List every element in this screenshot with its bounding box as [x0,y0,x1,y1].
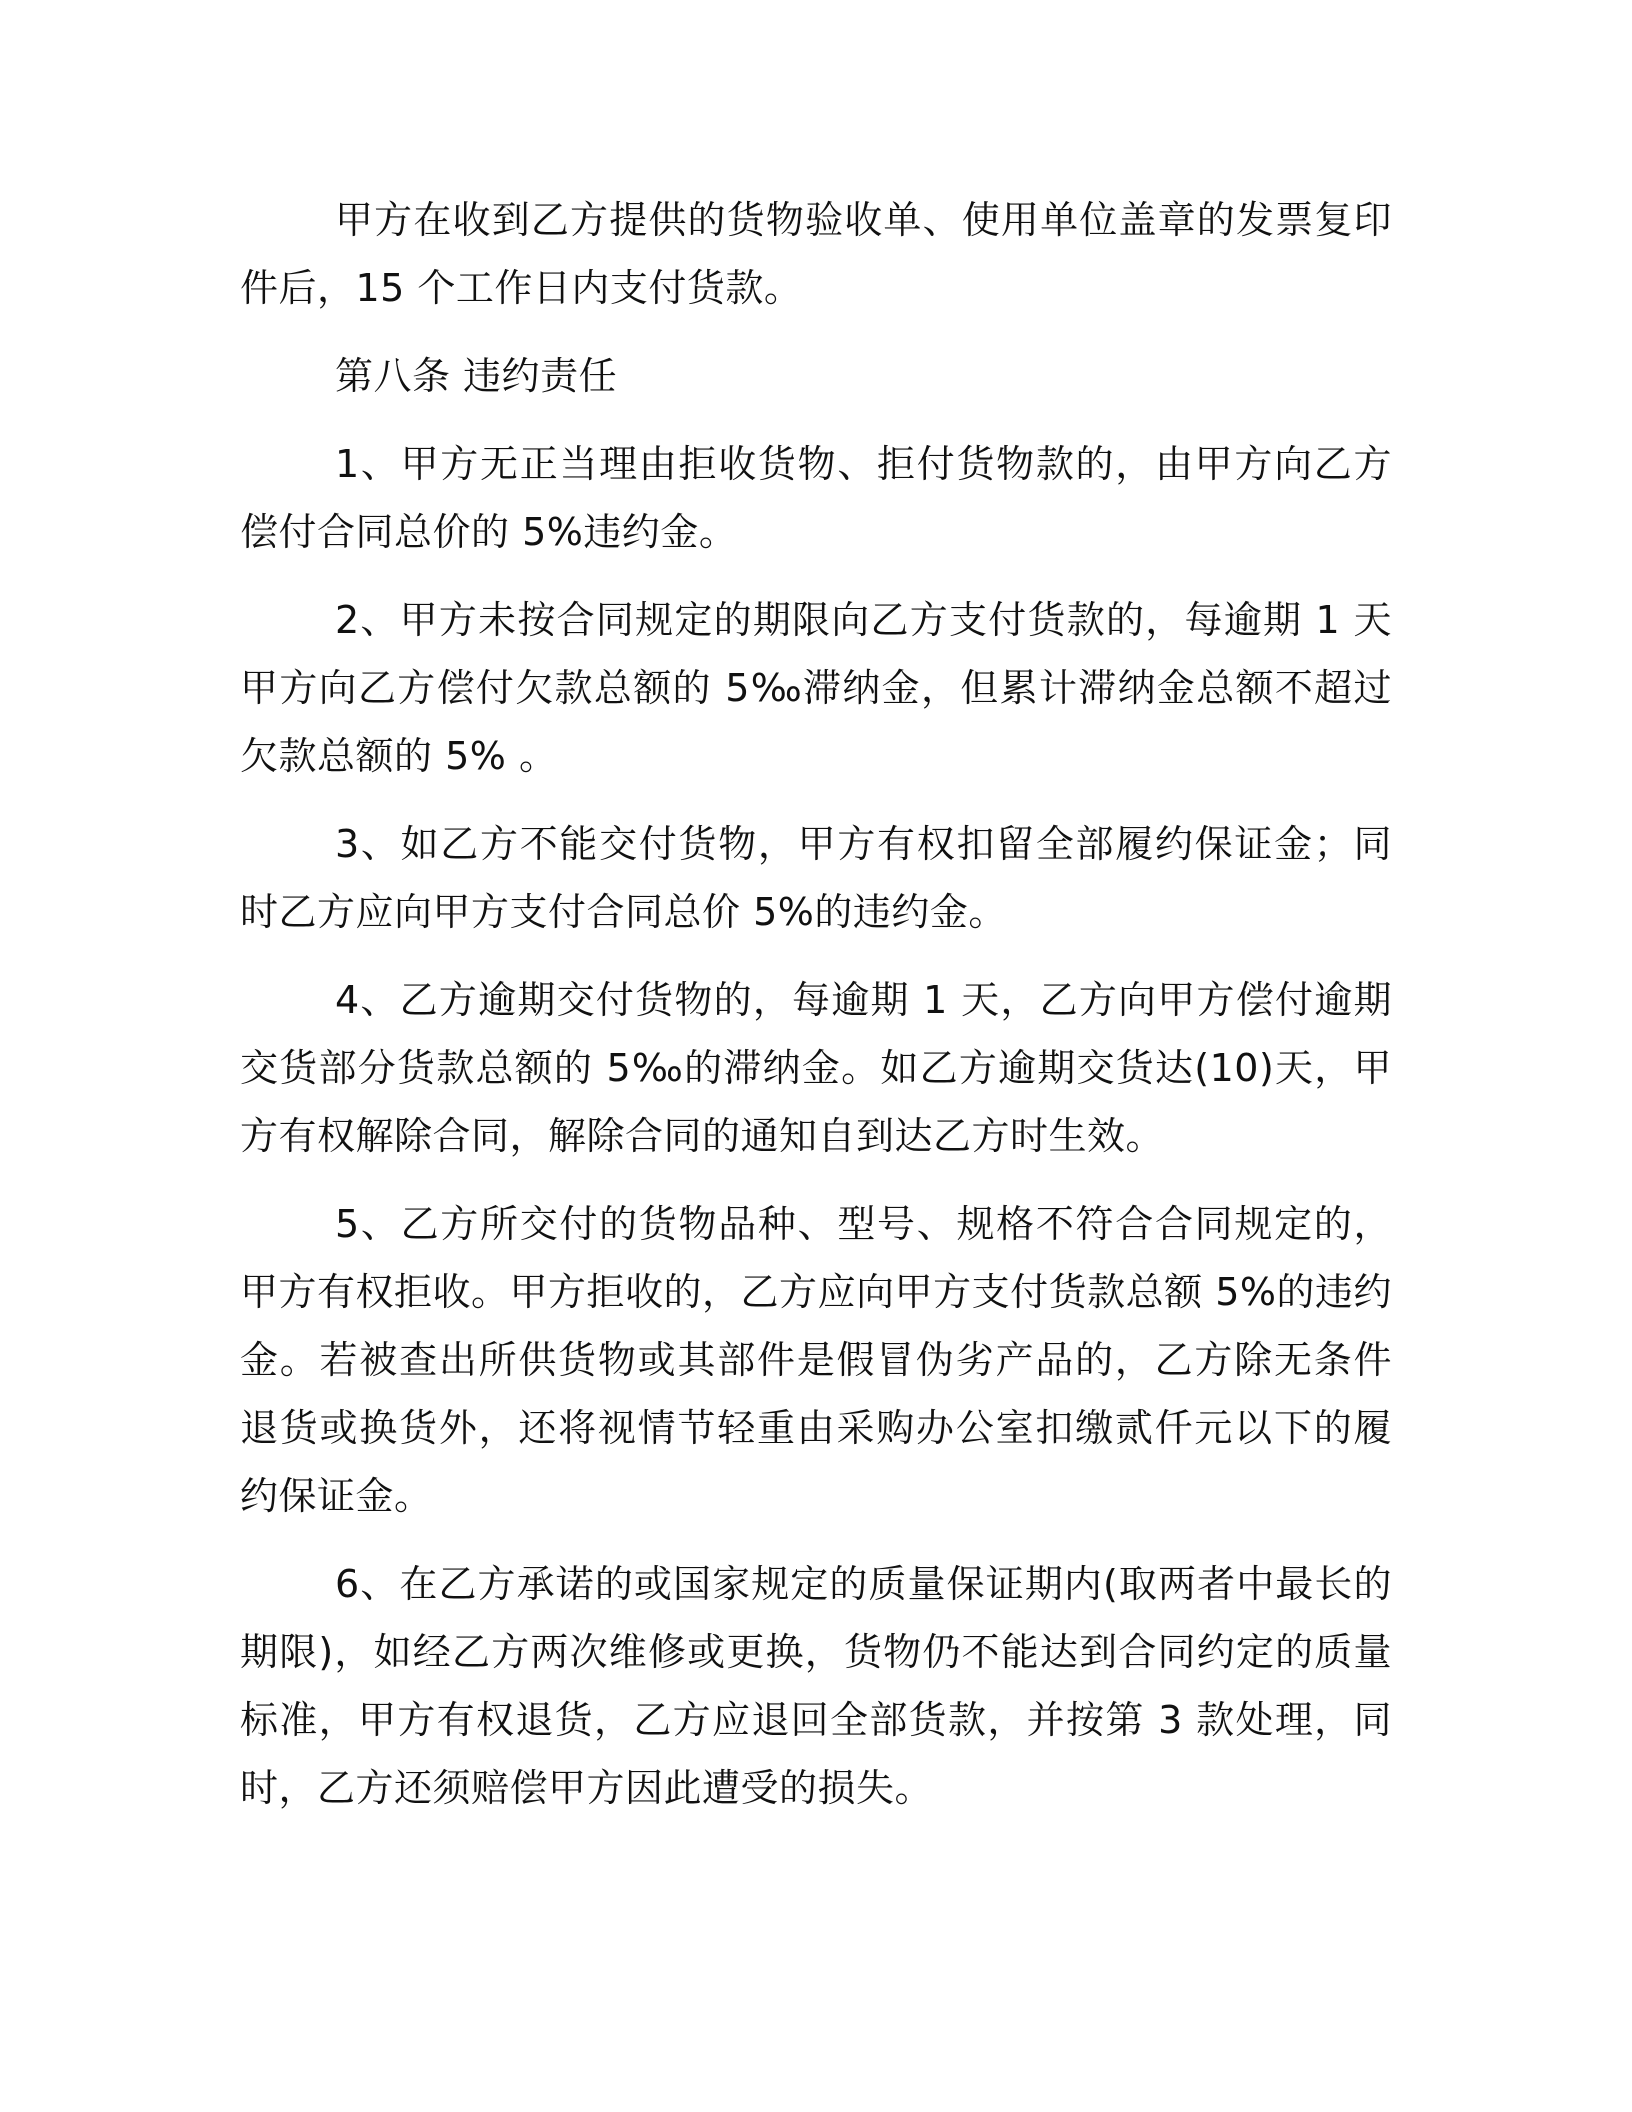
clause-item-6: 6、在乙方承诺的或国家规定的质量保证期内(取两者中最长的期限)，如经乙方两次维修或更换，货物仍不能达到合同约定的质量标准，甲方有权退货，乙方应退回全部货款，并按第 3 款处理，同时，乙方还须赔偿甲方因此遭受的损失。 [240,1562,1392,1810]
article-heading: 第八条 违约责任 [335,354,618,398]
clause-item-3: 3、如乙方不能交付货物，甲方有权扣留全部履约保证金；同时乙方应向甲方支付合同总价 5%的违约金。 [240,822,1392,934]
payment-terms-paragraph: 甲方在收到乙方提供的货物验收单、使用单位盖章的发票复印件后，15 个工作日内支付货款。 [240,198,1392,310]
document-body [240,186,1392,1822]
clause-item-5: 5、乙方所交付的货物品种、型号、规格不符合合同规定的，甲方有权拒收。甲方拒收的，乙方应向甲方支付货款总额 5%的违约金。若被查出所供货物或其部件是假冒伪劣产品的，乙方除无条件退货或换货外，还将视情节轻重由采购办公室扣缴贰仟元以下的履约保证金。 [240,1202,1392,1518]
clause-item-2: 2、甲方未按合同规定的期限向乙方支付货款的，每逾期 1 天甲方向乙方偿付欠款总额的 5‰滞纳金，但累计滞纳金总额不超过欠款总额的 5% 。 [240,598,1392,778]
clause-item-4: 4、乙方逾期交付货物的，每逾期 1 天，乙方向甲方偿付逾期交货部分货款总额的 5‰的滞纳金。如乙方逾期交货达(10)天，甲方有权解除合同，解除合同的通知自到达乙方时生效。 [240,978,1392,1158]
clause-item-1: 1、甲方无正当理由拒收货物、拒付货物款的，由甲方向乙方偿付合同总价的 5%违约金。 [240,442,1392,554]
